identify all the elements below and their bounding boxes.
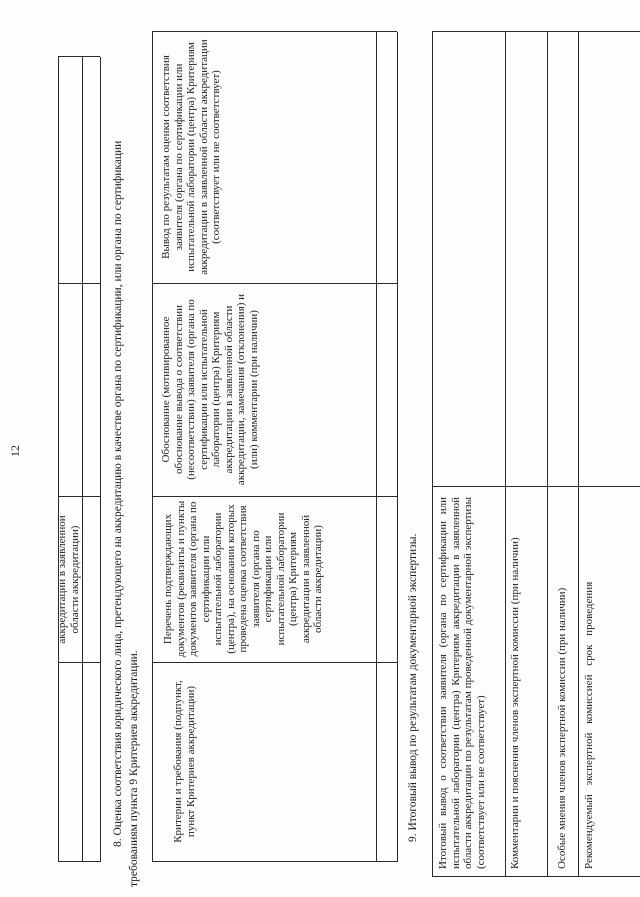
- column-header-documents: Перечень подтверждающих документов (реквизиты и пункты документов заявителя (органа по сертификации или испытательной лаборатории (центра), на основании которых проведена оценка соответствия заявителя (органа по сертификации или испытательной лаборатории (центра) Критериям аккредитации в заявленной области аккредитации): [162, 500, 324, 658]
- top-table-line: [58, 662, 100, 663]
- criteria-table-line: [152, 32, 153, 862]
- column-header-conclusion: Вывод по результатам оценки соответствия заявителя (органа по сертификации или испытательной лаборатории (центра) Критериям аккредитации в заявленной области аккредитации (соответствует или не соответствует): [160, 39, 222, 275]
- criteria-table-line: [376, 32, 377, 862]
- top-table-line: [58, 56, 100, 57]
- top-table-line: [58, 496, 100, 497]
- summary-row-comments: Комментарии и пояснения членов экспертной комиссии (при наличии): [509, 537, 521, 869]
- top-table-line: [82, 57, 83, 862]
- top-table-line: [100, 57, 101, 862]
- page-number: 12: [8, 445, 22, 457]
- section-9-heading: 9. Итоговый вывод по результатам документарной экспертизы.: [407, 533, 419, 842]
- summary-table-line: [432, 32, 433, 877]
- top-table-cell: аккредитации в заявленной области аккредитации): [56, 515, 81, 644]
- criteria-table-line: [152, 861, 397, 862]
- summary-table-line: [432, 486, 640, 487]
- criteria-table-line: [152, 662, 397, 663]
- summary-row-final-conclusion: Итоговый вывод о соответствии заявителя (органа по сертификации или испытательной лаборатории (центра) Критериям аккредитации в заявленной области аккредитации по результатам проведенной документарной экспертизы (соответствует или не соответствует): [437, 497, 487, 869]
- column-header-justification: Обоснование (мотивированное обоснование вывода о соответствии (несоответствии) заявителя (органа по сертификации или испытательной лаборатории (центра) Критериям аккредитации в заявленной области аккредитации, замечания (отклонения) и (или) комментарии (при наличии): [160, 293, 260, 486]
- criteria-table-line: [152, 496, 397, 497]
- column-header-criteria: Критерии и требования (подпункт, пункт Критериев аккредитации): [172, 680, 197, 843]
- section-8-heading-cont: требованиям пункта 9 Критериев аккредитации.: [128, 650, 140, 887]
- summary-table-line: [578, 32, 579, 877]
- summary-table-line: [432, 31, 640, 32]
- criteria-table-line: [152, 31, 397, 32]
- summary-row-recommended-term: Рекомендуемый экспертной комиссией срок проведения: [583, 581, 595, 869]
- summary-table-line: [432, 876, 640, 877]
- summary-row-dissent: Особые мнения членов экспертной комиссии (при наличии): [556, 587, 568, 869]
- criteria-table-line: [152, 283, 397, 284]
- summary-table-line: [505, 32, 506, 877]
- criteria-table-line: [397, 32, 398, 862]
- top-table-line: [58, 57, 59, 862]
- summary-table-line: [547, 32, 548, 877]
- top-table-line: [58, 283, 100, 284]
- top-table-line: [58, 861, 100, 862]
- section-8-heading: 8. Оценка соответствия юридического лица, претендующего на аккредитацию в качестве органа по сертификации, или органа по сертификации: [112, 140, 124, 847]
